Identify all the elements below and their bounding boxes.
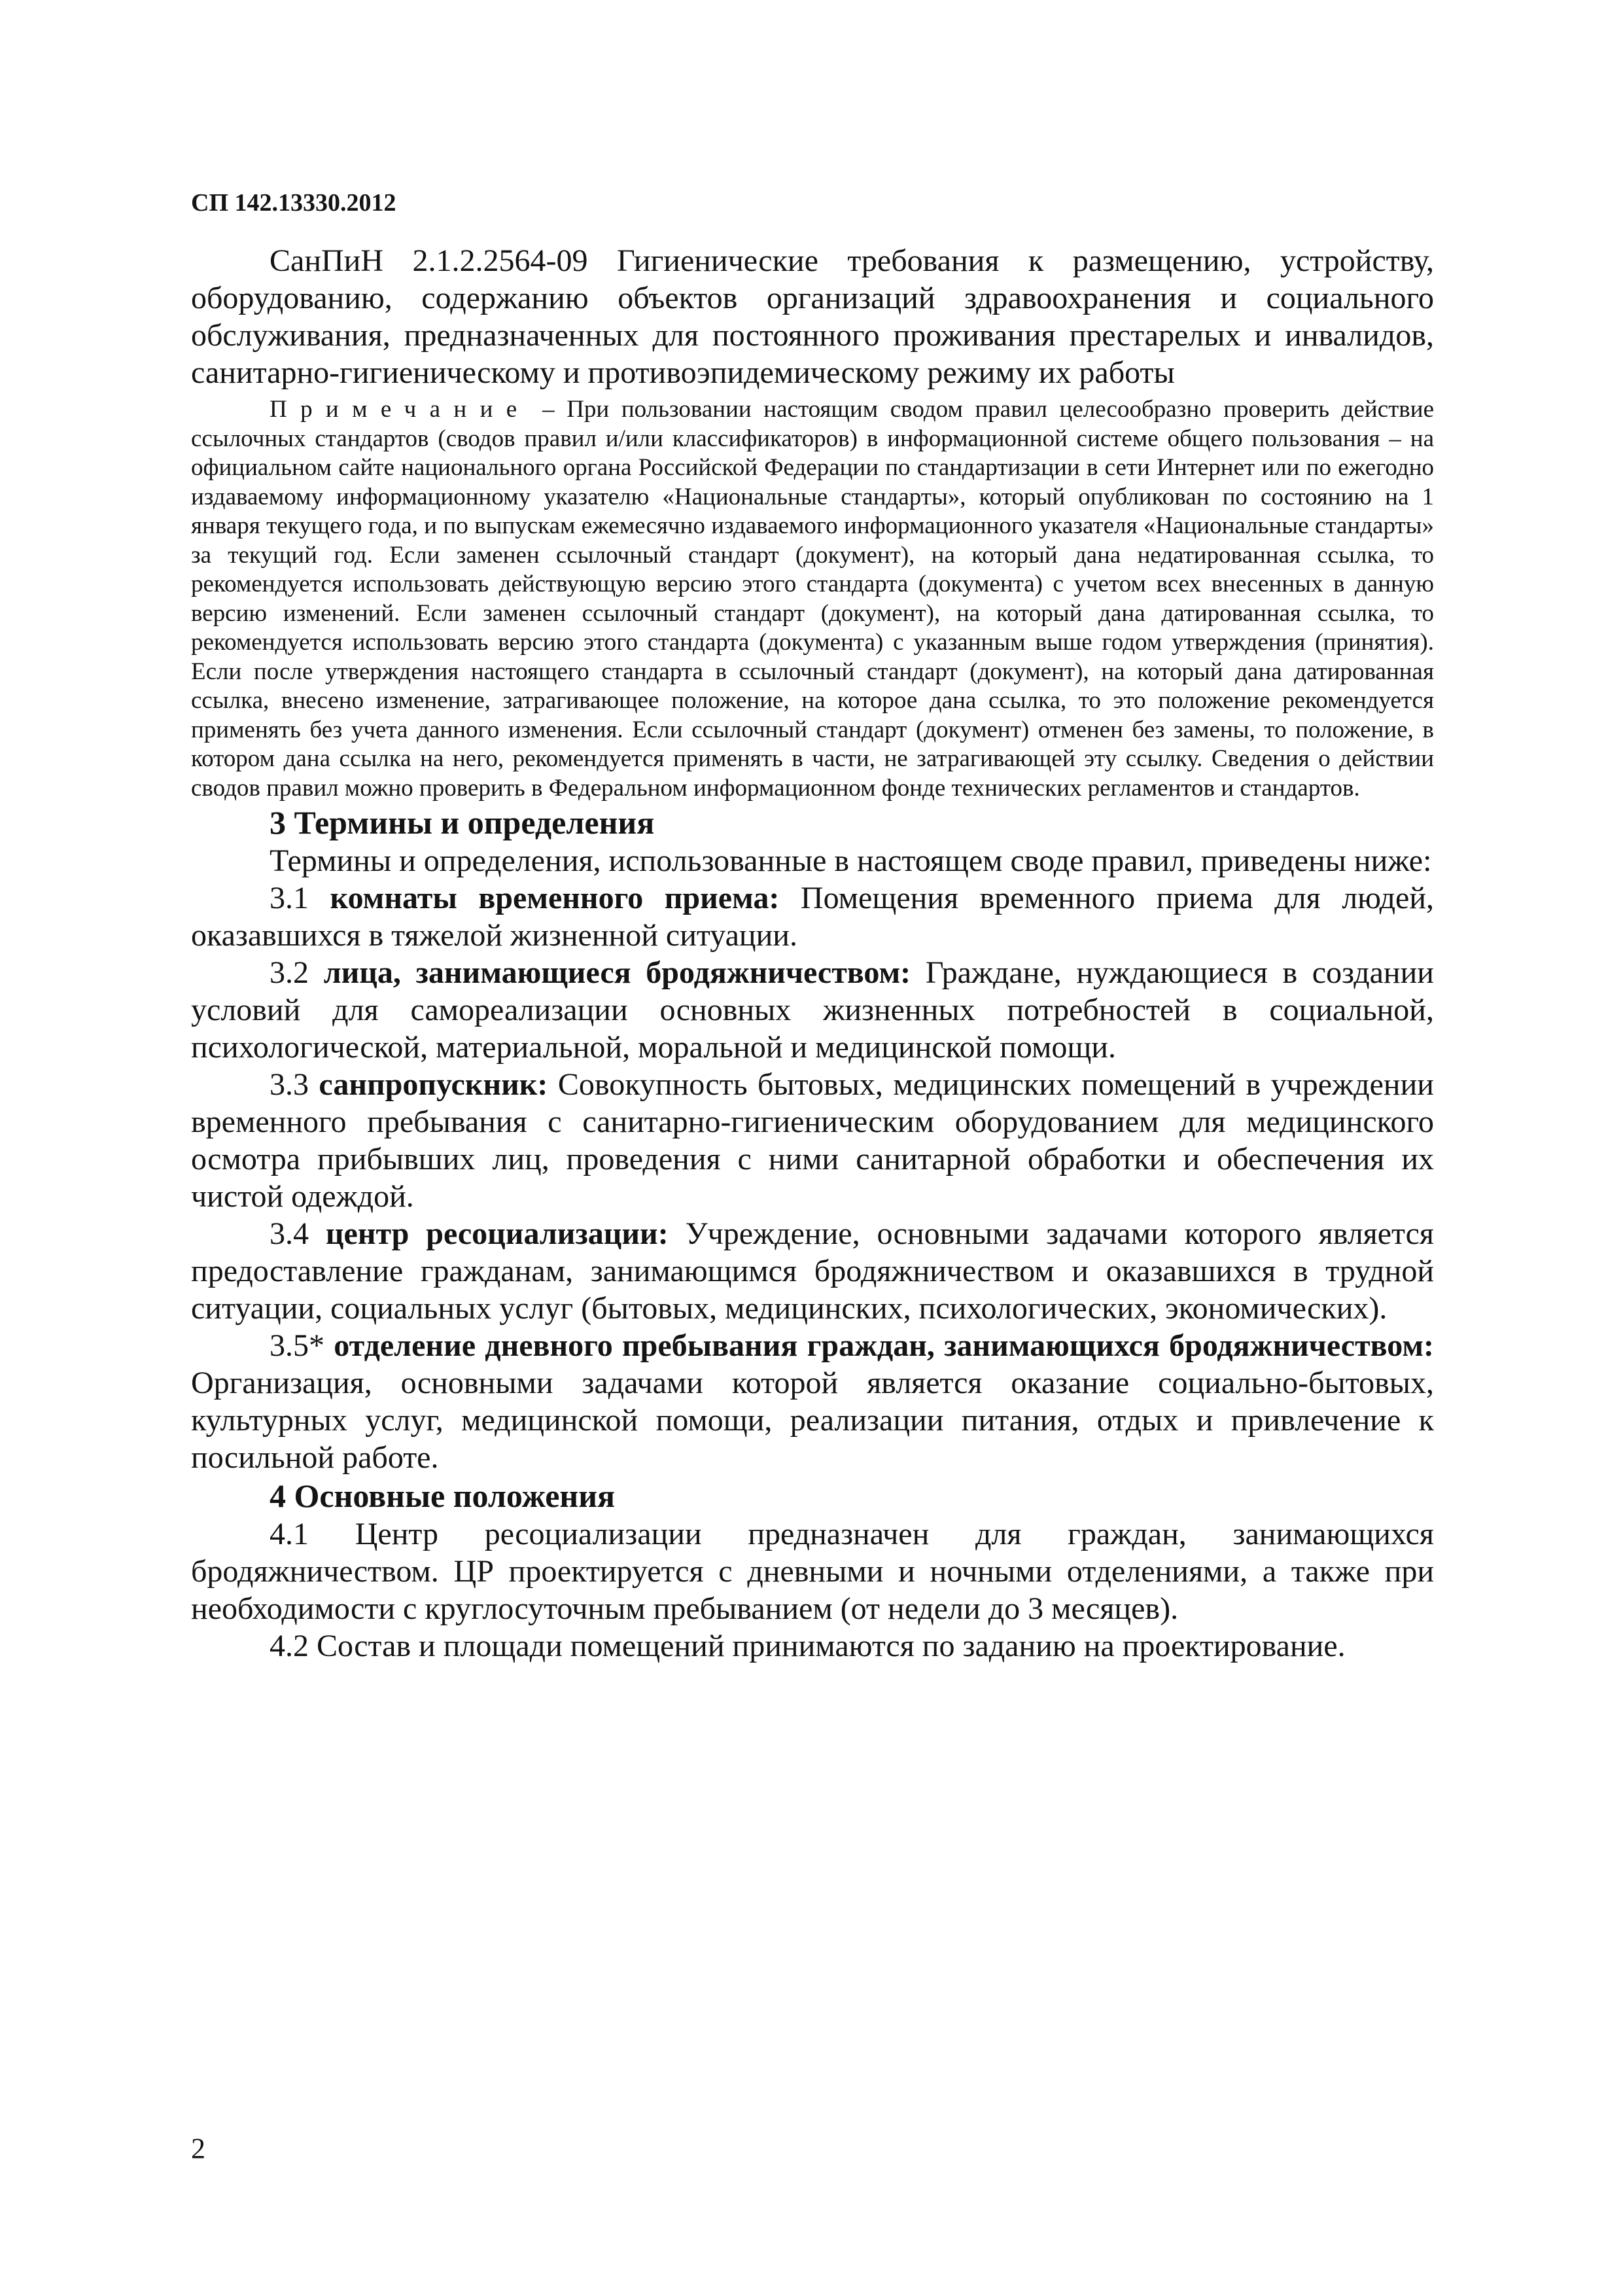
definition-text: Совокупность бытовых, медицинских помещений в учреждении временного пребывания с санитарно-гигиеническим оборудованием для медицинского осмотра прибывших лиц, проведения с ними санитарной обработки и обеспечения их чистой одеждой. bbox=[191, 1067, 1434, 1214]
page-number: 2 bbox=[191, 2132, 205, 2164]
definition-number: 3.3 bbox=[270, 1067, 319, 1102]
definition-text: Граждане, нуждающиеся в создании условий для самореализации основных жизненных потребностей в социальной, психологической, материальной, моральной и медицинской помощи. bbox=[191, 955, 1434, 1065]
definition-number: 3.5* bbox=[270, 1328, 334, 1363]
definition-3-3 bbox=[191, 1066, 1434, 1215]
definition-3-5 bbox=[191, 1327, 1434, 1476]
definition-number: 3.4 bbox=[270, 1216, 326, 1251]
document-code: СП 142.13330.2012 bbox=[191, 189, 396, 217]
section-3-title: 3 Термины и определения bbox=[270, 804, 655, 841]
section-4-title: 4 Основные положения bbox=[270, 1477, 616, 1514]
definition-term: комнаты временного приема: bbox=[330, 881, 780, 915]
definition-term: отделение дневного пребывания граждан, занимающихся бродяжничеством: bbox=[334, 1328, 1435, 1363]
definition-term: санпропускник: bbox=[319, 1067, 548, 1102]
definition-3-4 bbox=[191, 1215, 1434, 1327]
note-label: Примечание bbox=[270, 396, 531, 423]
definition-number: 3.2 bbox=[270, 955, 324, 990]
reference-sanpin: СанПиН 2.1.2.2564-09 Гигиенические требования к размещению, устройству, оборудованию, содержанию объектов организаций здравоохранения и социального обслуживания, предназначенных для постоянного проживания престарелых и инвалидов, санитарно-гигиеническому и противоэпидемическому режиму их работы bbox=[191, 243, 1434, 390]
paragraph-4-1: 4.1 Центр ресоциализации предназначен для граждан, занимающихся бродяжничеством. ЦР проектируется с дневными и ночными отделениями, а также при необходимости с круглосуточным пребыванием (от недели до 3 месяцев). bbox=[191, 1517, 1434, 1626]
definition-3-2 bbox=[191, 954, 1434, 1066]
definition-3-1 bbox=[191, 879, 1434, 954]
definition-text: Помещения временного приема для людей, оказавшихся в тяжелой жизненной ситуации. bbox=[191, 881, 1435, 953]
note-text: – При пользовании настоящим сводом правил целесообразно проверить действие ссылочных стандартов (сводов правил и/или классификаторов) в информационной системе общего пользования – на официальном сайте национального органа Российской Федерации по стандартизации в сети Интернет или по ежегодно издаваемому информационному указателю «Национальные стандарты», который опубликован по состоянию на 1 января текущего года, и по выпускам ежемесячно издаваемого информационного указателя «Национальные стандарты» за текущий год. Если заменен ссылочный стандарт (документ), на который дана недатированная ссылка, то рекомендуется использовать действующую версию этого стандарта (документа) с учетом всех внесенных в данную версию изменений. Если заменен ссылочный стандарт (документ), на который дана датированная ссылка, то рекомендуется использовать версию этого стандарта (документа) с указанным выше годом утверждения (принятия). Если после утверждения настоящего стандарта в ссылочный стандарт (документ), на который дана датированная ссылка, внесено изменение, затрагивающее положение, на которое дана ссылка, то это положение рекомендуется применять без учета данного изменения. Если ссылочный стандарт (документ) отменен без замены, то положение, в котором дана ссылка на него, рекомендуется применять в части, не затрагивающей эту ссылку. Сведения о действии сводов правил можно проверить в Федеральном информационном фонде технических регламентов и стандартов. bbox=[191, 396, 1434, 802]
paragraph-4-2: 4.2 Состав и площади помещений принимаются по заданию на проектирование. bbox=[270, 1629, 1346, 1663]
definition-term: лица, занимающиеся бродяжничеством: bbox=[323, 955, 911, 990]
definition-number: 3.1 bbox=[270, 881, 330, 915]
section-3-intro: Термины и определения, использованные в настоящем своде правил, приведены ниже: bbox=[270, 843, 1432, 878]
definition-text: Учреждение, основными задачами которого является предоставление гражданам, занимающимся бродяжничеством и оказавшихся в трудной ситуации, социальных услуг (бытовых, медицинских, психологических, экономических). bbox=[191, 1216, 1435, 1326]
definition-text: Организация, основными задачами которой является оказание социально-бытовых, культурных услуг, медицинской помощи, реализации питания, отдых и привлечение к посильной работе. bbox=[191, 1366, 1434, 1475]
note-paragraph bbox=[191, 395, 1434, 803]
page-content bbox=[191, 242, 1434, 1665]
definition-term: центр ресоциализации: bbox=[325, 1216, 669, 1251]
